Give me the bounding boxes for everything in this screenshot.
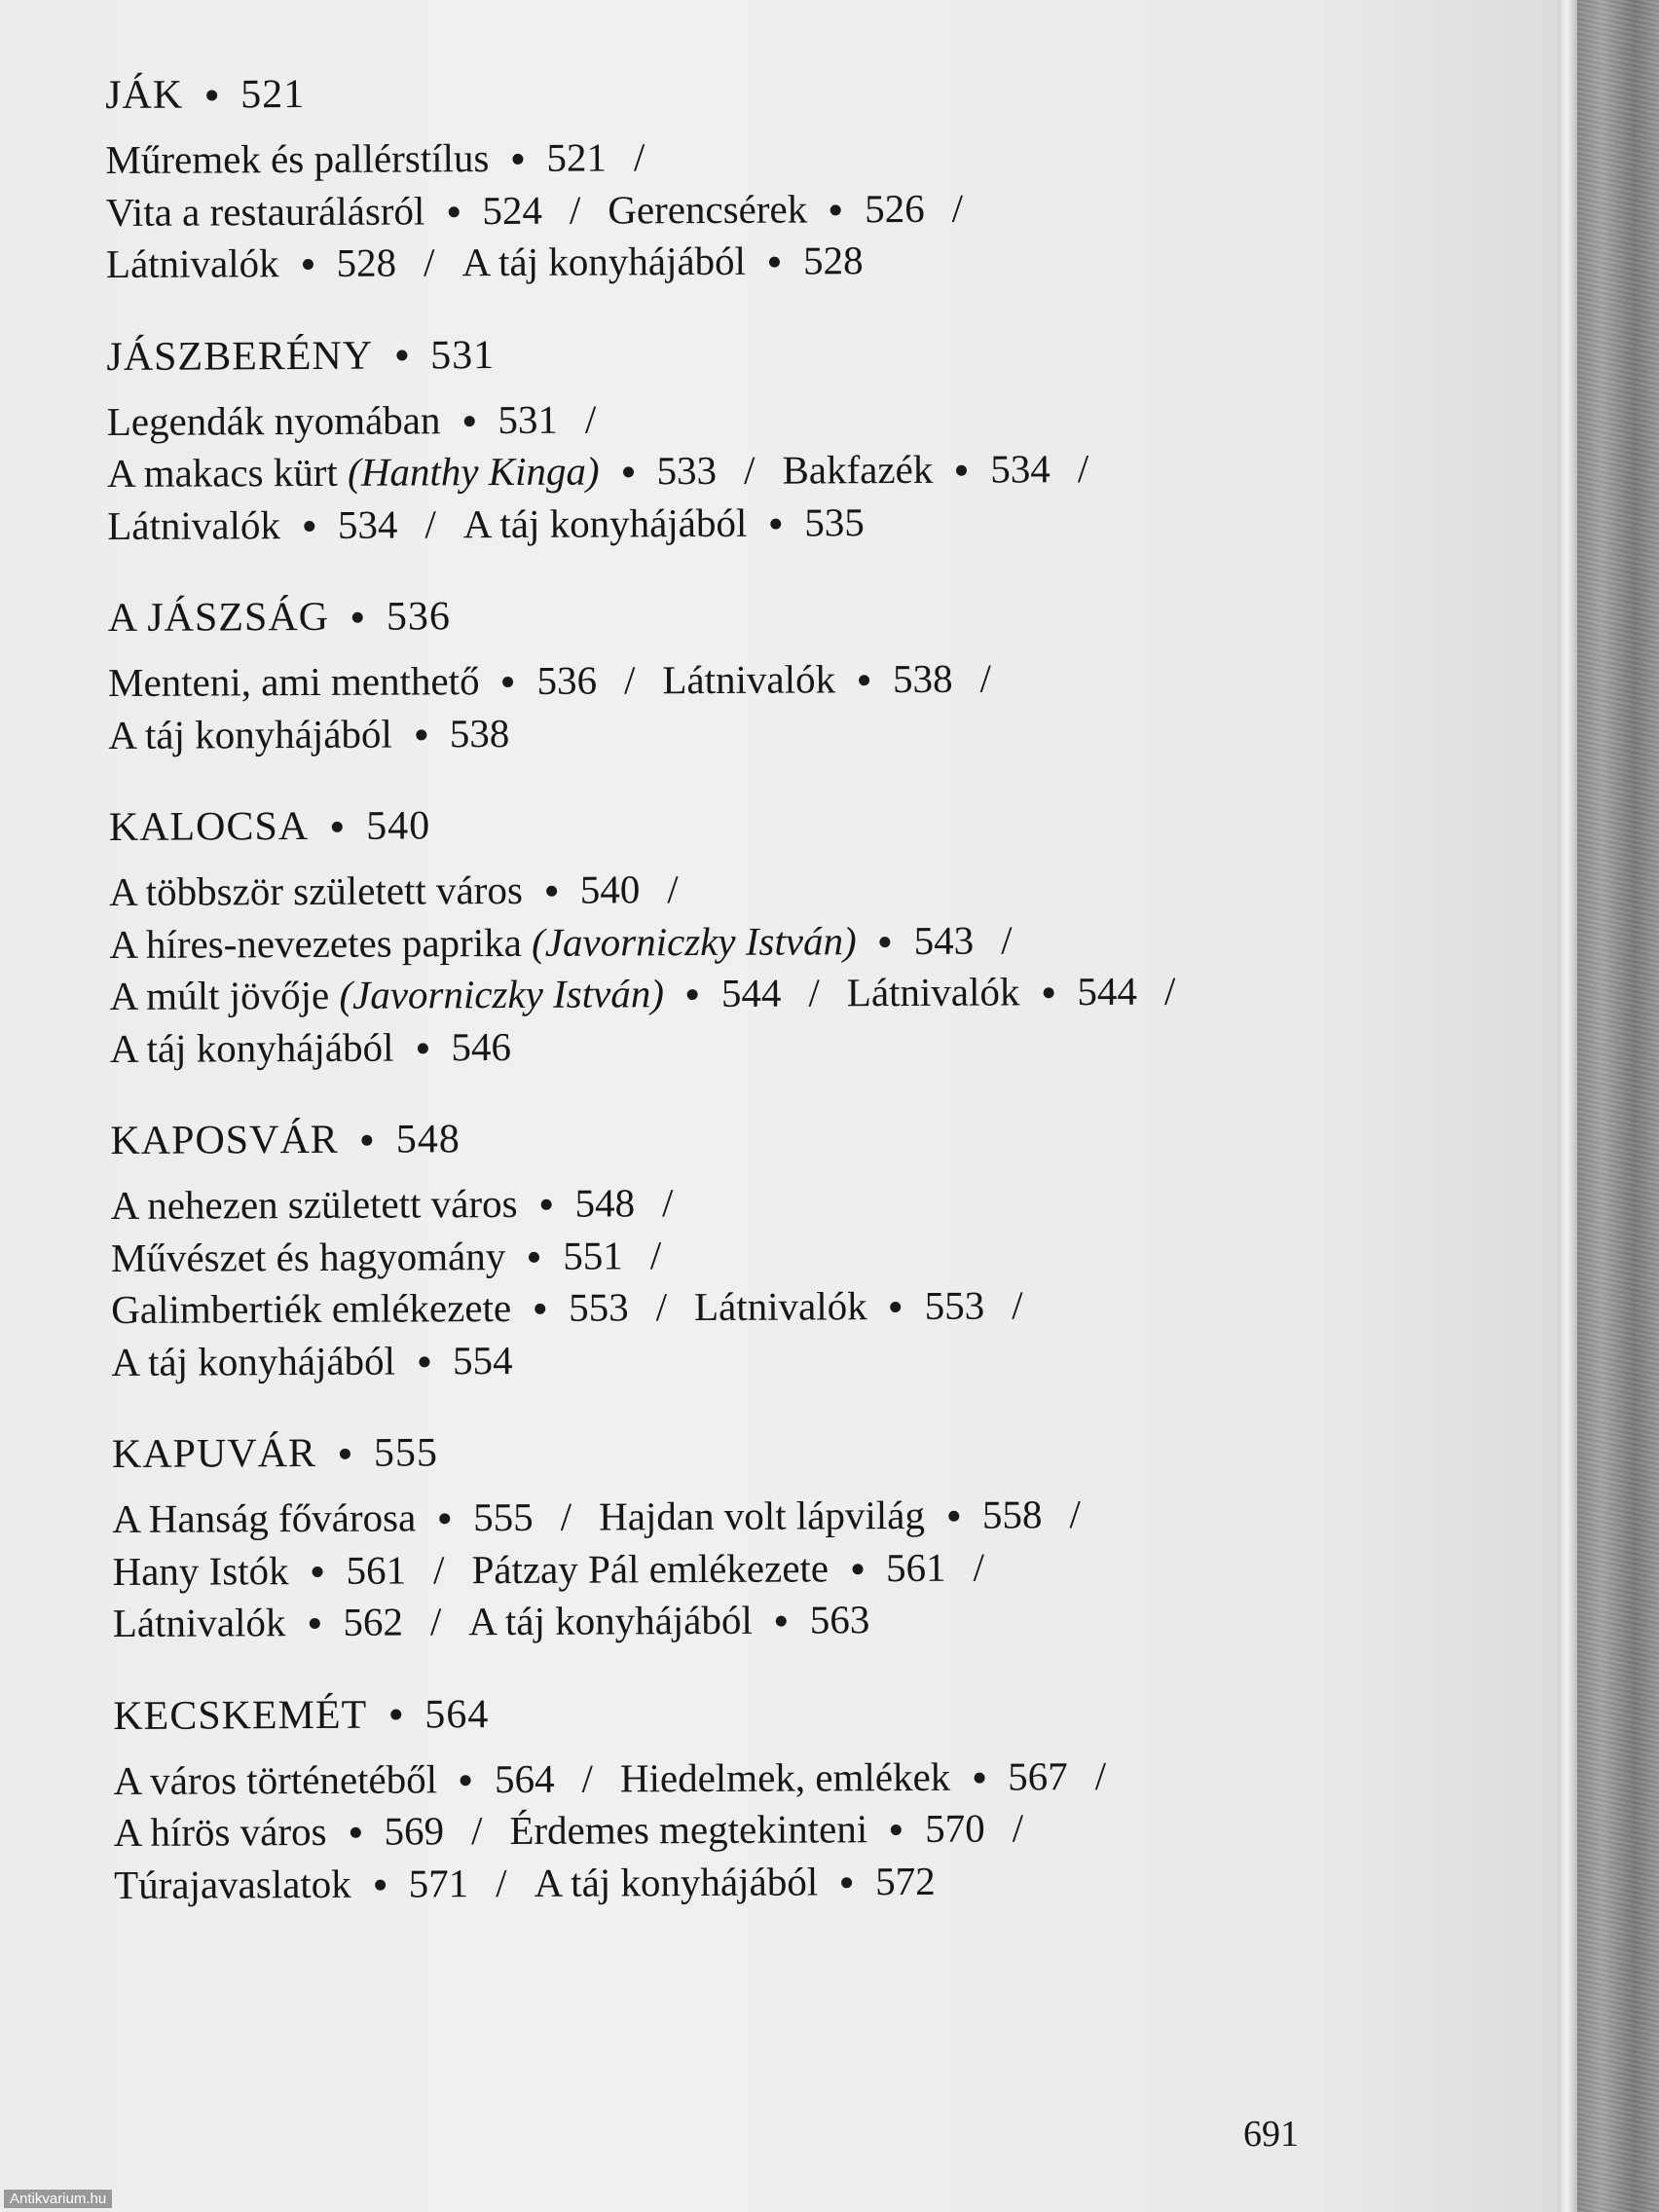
separator: / [649, 1232, 662, 1277]
bullet-icon [830, 204, 841, 215]
section-page: 548 [395, 1117, 461, 1162]
entry-line [111, 1277, 1493, 1336]
entry-line [114, 1853, 1496, 1911]
entry-page: 569 [384, 1808, 445, 1854]
entry-line [113, 1749, 1495, 1807]
entry-title: Látnivalók [693, 1283, 867, 1330]
entry-title: A táj konyhájából [534, 1858, 819, 1905]
section-title: JÁK [105, 72, 184, 118]
toc-section [110, 1109, 1493, 1388]
separator: / [560, 1493, 572, 1539]
bullet-icon [416, 729, 426, 740]
toc-section [106, 325, 1490, 552]
entry-page: 553 [924, 1282, 985, 1328]
entry-page: 533 [656, 447, 718, 494]
entry-page: 562 [343, 1599, 404, 1644]
entry-page: 526 [865, 185, 925, 231]
entry-page: 551 [563, 1232, 623, 1278]
entry-line [108, 650, 1491, 709]
bullet-icon [303, 259, 313, 270]
entry-page: 540 [579, 866, 641, 912]
bullet-icon [623, 466, 634, 477]
bullet-icon [304, 521, 314, 532]
bullet-icon [974, 1772, 984, 1783]
bullet-icon [841, 1877, 852, 1888]
page-edge [1558, 0, 1577, 2212]
entry-title: Galimbertiék emlékezete [111, 1284, 512, 1332]
separator: / [808, 970, 820, 1015]
entry-page: 546 [451, 1023, 512, 1069]
section-page: 555 [373, 1430, 439, 1476]
bullet-icon [206, 90, 217, 100]
section-title: KAPOSVÁR [110, 1117, 339, 1163]
section-heading [105, 63, 1488, 121]
separator: / [424, 500, 436, 546]
entry-title: A makacs kürt [106, 449, 338, 496]
bullet-icon [375, 1879, 386, 1890]
entry-title: Legendák nyomában [106, 396, 441, 444]
separator: / [1012, 1282, 1023, 1328]
entry-page: 561 [885, 1544, 946, 1590]
separator: / [584, 396, 597, 442]
separator: / [1077, 446, 1089, 492]
bullet-icon [362, 1135, 373, 1146]
section-heading [109, 795, 1492, 853]
bullet-icon [502, 677, 513, 687]
entry-title: Vita a restaurálásról [105, 187, 425, 235]
bullet-icon [859, 675, 869, 685]
entry-line [110, 964, 1493, 1022]
entry-line [114, 1800, 1496, 1859]
entry-page: 571 [408, 1860, 469, 1905]
entry-page: 531 [498, 396, 559, 442]
entry-page: 544 [720, 970, 782, 1015]
entry-page: 535 [804, 498, 865, 544]
entry-page: 524 [482, 187, 542, 233]
section-title: KAPUVÁR [111, 1430, 317, 1477]
separator: / [655, 1284, 668, 1330]
entry-line [107, 441, 1490, 499]
entry-page: 572 [875, 1858, 936, 1903]
section-heading [108, 586, 1491, 644]
entry-author: (Javorniczky István) [532, 917, 857, 965]
separator: / [633, 134, 645, 180]
toc-section [112, 1422, 1495, 1649]
bullet-icon [512, 154, 523, 165]
bullet-icon [776, 1616, 787, 1627]
section-page: 531 [430, 332, 496, 378]
section-title: KECSKEMÉT [113, 1692, 368, 1739]
entry-line [112, 1487, 1494, 1545]
entry-title: Látnivalók [112, 1600, 286, 1645]
entry-page: 548 [574, 1180, 636, 1226]
entry-line [107, 389, 1490, 448]
entry-title: Érdemes megtekinteni [509, 1806, 868, 1853]
toc-section [108, 586, 1492, 761]
section-title: KALOCSA [108, 803, 310, 850]
entry-page: 570 [925, 1805, 985, 1851]
bullet-icon [419, 1356, 429, 1367]
section-heading [113, 1684, 1495, 1742]
bullet-icon [891, 1825, 902, 1835]
entry-title: A város történetéből [113, 1755, 438, 1803]
entry-line [111, 1173, 1493, 1232]
bullet-icon [352, 612, 363, 623]
bullet-icon [350, 1827, 360, 1838]
separator: / [623, 657, 636, 703]
entry-title: A táj konyhájából [109, 1024, 394, 1071]
entry-title: A táj konyhájából [108, 711, 392, 757]
bullet-icon [535, 1304, 545, 1314]
separator: / [581, 1755, 594, 1801]
entry-title: Művészet és hagyomány [110, 1233, 506, 1280]
entry-line [110, 1016, 1493, 1075]
separator: / [1094, 1752, 1107, 1798]
page-number: 691 [1243, 2114, 1299, 2155]
entry-line [112, 1539, 1494, 1598]
entry-page: 553 [569, 1284, 629, 1330]
separator: / [661, 1180, 674, 1226]
entry-title: A híres-nevezetes paprika [109, 919, 522, 967]
entry-page: 561 [346, 1547, 407, 1593]
bullet-icon [540, 1199, 551, 1210]
entry-title: A táj konyhájából [468, 1597, 753, 1644]
toc-section [105, 63, 1489, 290]
separator: / [743, 447, 756, 493]
section-title: JÁSZBERÉNY [106, 333, 374, 380]
entry-title: Pátzay Pál emlékezete [471, 1544, 830, 1592]
entry-title: A táj konyhájából [111, 1338, 396, 1384]
toc-section [109, 795, 1493, 1075]
bullet-icon [529, 1251, 539, 1262]
bullet-icon [1043, 987, 1053, 998]
bullet-icon [880, 937, 891, 947]
entry-title: Műremek és pallérstílus [105, 135, 490, 182]
table-of-contents [105, 63, 1496, 1952]
section-page: 564 [424, 1691, 490, 1737]
entry-line [105, 128, 1488, 186]
bullet-icon [417, 1043, 427, 1053]
entry-page: 536 [536, 657, 598, 703]
separator: / [1001, 916, 1013, 963]
entry-line [113, 1591, 1495, 1649]
entry-title: Hany Istók [112, 1547, 289, 1594]
entry-title: A többször született város [109, 866, 523, 914]
entry-line [106, 180, 1489, 239]
toc-section [113, 1684, 1496, 1911]
entry-page: 567 [1008, 1752, 1068, 1798]
entry-title: A múlt jövője [109, 972, 330, 1018]
entry-line [109, 912, 1492, 971]
bullet-icon [948, 1511, 959, 1522]
entry-page: 538 [449, 710, 510, 756]
entry-title: Hiedelmek, emlékek [619, 1753, 951, 1800]
separator: / [429, 1599, 442, 1644]
entry-page: 528 [336, 240, 397, 285]
bullet-icon [340, 1449, 350, 1459]
entry-author: (Javorniczky István) [339, 971, 665, 1017]
bullet-icon [687, 989, 698, 1000]
entry-title: Bakfazék [782, 446, 934, 493]
separator: / [496, 1860, 507, 1905]
entry-title: A táj konyhájából [461, 238, 747, 285]
bullet-icon [448, 206, 459, 217]
entry-title: Túrajavaslatok [113, 1861, 351, 1907]
entry-page: 554 [452, 1337, 513, 1382]
book-cover-edge [1577, 0, 1659, 2212]
entry-page: 534 [337, 501, 398, 547]
separator: / [1163, 968, 1176, 1014]
entry-title: Menteni, ami menthető [107, 658, 480, 705]
section-page: 540 [366, 803, 431, 849]
entry-page: 555 [473, 1493, 534, 1540]
entry-title: Látnivalók [105, 240, 279, 286]
entry-line [111, 1226, 1493, 1284]
separator: / [432, 1546, 445, 1592]
section-heading [106, 325, 1489, 383]
entry-line [109, 860, 1492, 918]
entry-page: 558 [981, 1492, 1043, 1537]
bullet-icon [463, 416, 474, 426]
entry-page: 534 [990, 446, 1051, 492]
separator: / [1012, 1805, 1024, 1851]
bullet-icon [770, 518, 781, 529]
entry-title: Gerencsérek [608, 185, 808, 232]
entry-title: A nehezen született város [110, 1180, 518, 1228]
entry-title: Hajdan volt lápvilág [599, 1492, 925, 1539]
bullet-icon [313, 1567, 323, 1577]
entry-page: 564 [494, 1755, 555, 1801]
section-title: A JÁSZSÁG [107, 594, 330, 641]
bullet-icon [396, 350, 407, 361]
bullet-icon [769, 257, 780, 268]
separator: / [979, 655, 992, 701]
separator: / [470, 1808, 483, 1854]
entry-title: A Hanság fővárosa [112, 1494, 417, 1541]
bullet-icon [891, 1302, 902, 1312]
entry-page: 521 [546, 134, 608, 180]
entry-author: (Hanthy Kinga) [348, 448, 600, 495]
separator: / [423, 240, 435, 285]
watermark: Antikvarium.hu [4, 2190, 112, 2208]
entry-title: A hírös város [113, 1808, 327, 1855]
bullet-icon [309, 1618, 319, 1629]
bullet-icon [956, 465, 967, 476]
entry-page: 528 [802, 238, 864, 283]
bullet-icon [439, 1513, 450, 1524]
entry-page: 538 [892, 655, 953, 702]
bullet-icon [461, 1775, 471, 1786]
bullet-icon [546, 886, 557, 897]
bullet-icon [852, 1564, 863, 1574]
section-heading [112, 1422, 1494, 1480]
entry-title: Látnivalók [107, 501, 281, 548]
separator: / [667, 866, 679, 912]
separator: / [1069, 1492, 1081, 1537]
bullet-icon [332, 822, 343, 832]
entry-line [106, 232, 1489, 290]
section-heading [110, 1109, 1493, 1166]
entry-title: Látnivalók [662, 656, 836, 703]
separator: / [973, 1544, 985, 1590]
entry-title: A táj konyhájából [462, 499, 748, 546]
separator: / [951, 185, 964, 231]
entry-line [107, 494, 1490, 552]
entry-page: 544 [1077, 968, 1138, 1014]
separator: / [569, 187, 581, 233]
bullet-icon [390, 1710, 401, 1720]
entry-title: Látnivalók [846, 969, 1020, 1015]
entry-page: 543 [913, 917, 975, 963]
section-page: 536 [386, 594, 452, 640]
entry-line [111, 1330, 1493, 1388]
entry-line [108, 703, 1491, 761]
entry-page: 563 [809, 1597, 870, 1642]
section-page: 521 [240, 71, 306, 118]
